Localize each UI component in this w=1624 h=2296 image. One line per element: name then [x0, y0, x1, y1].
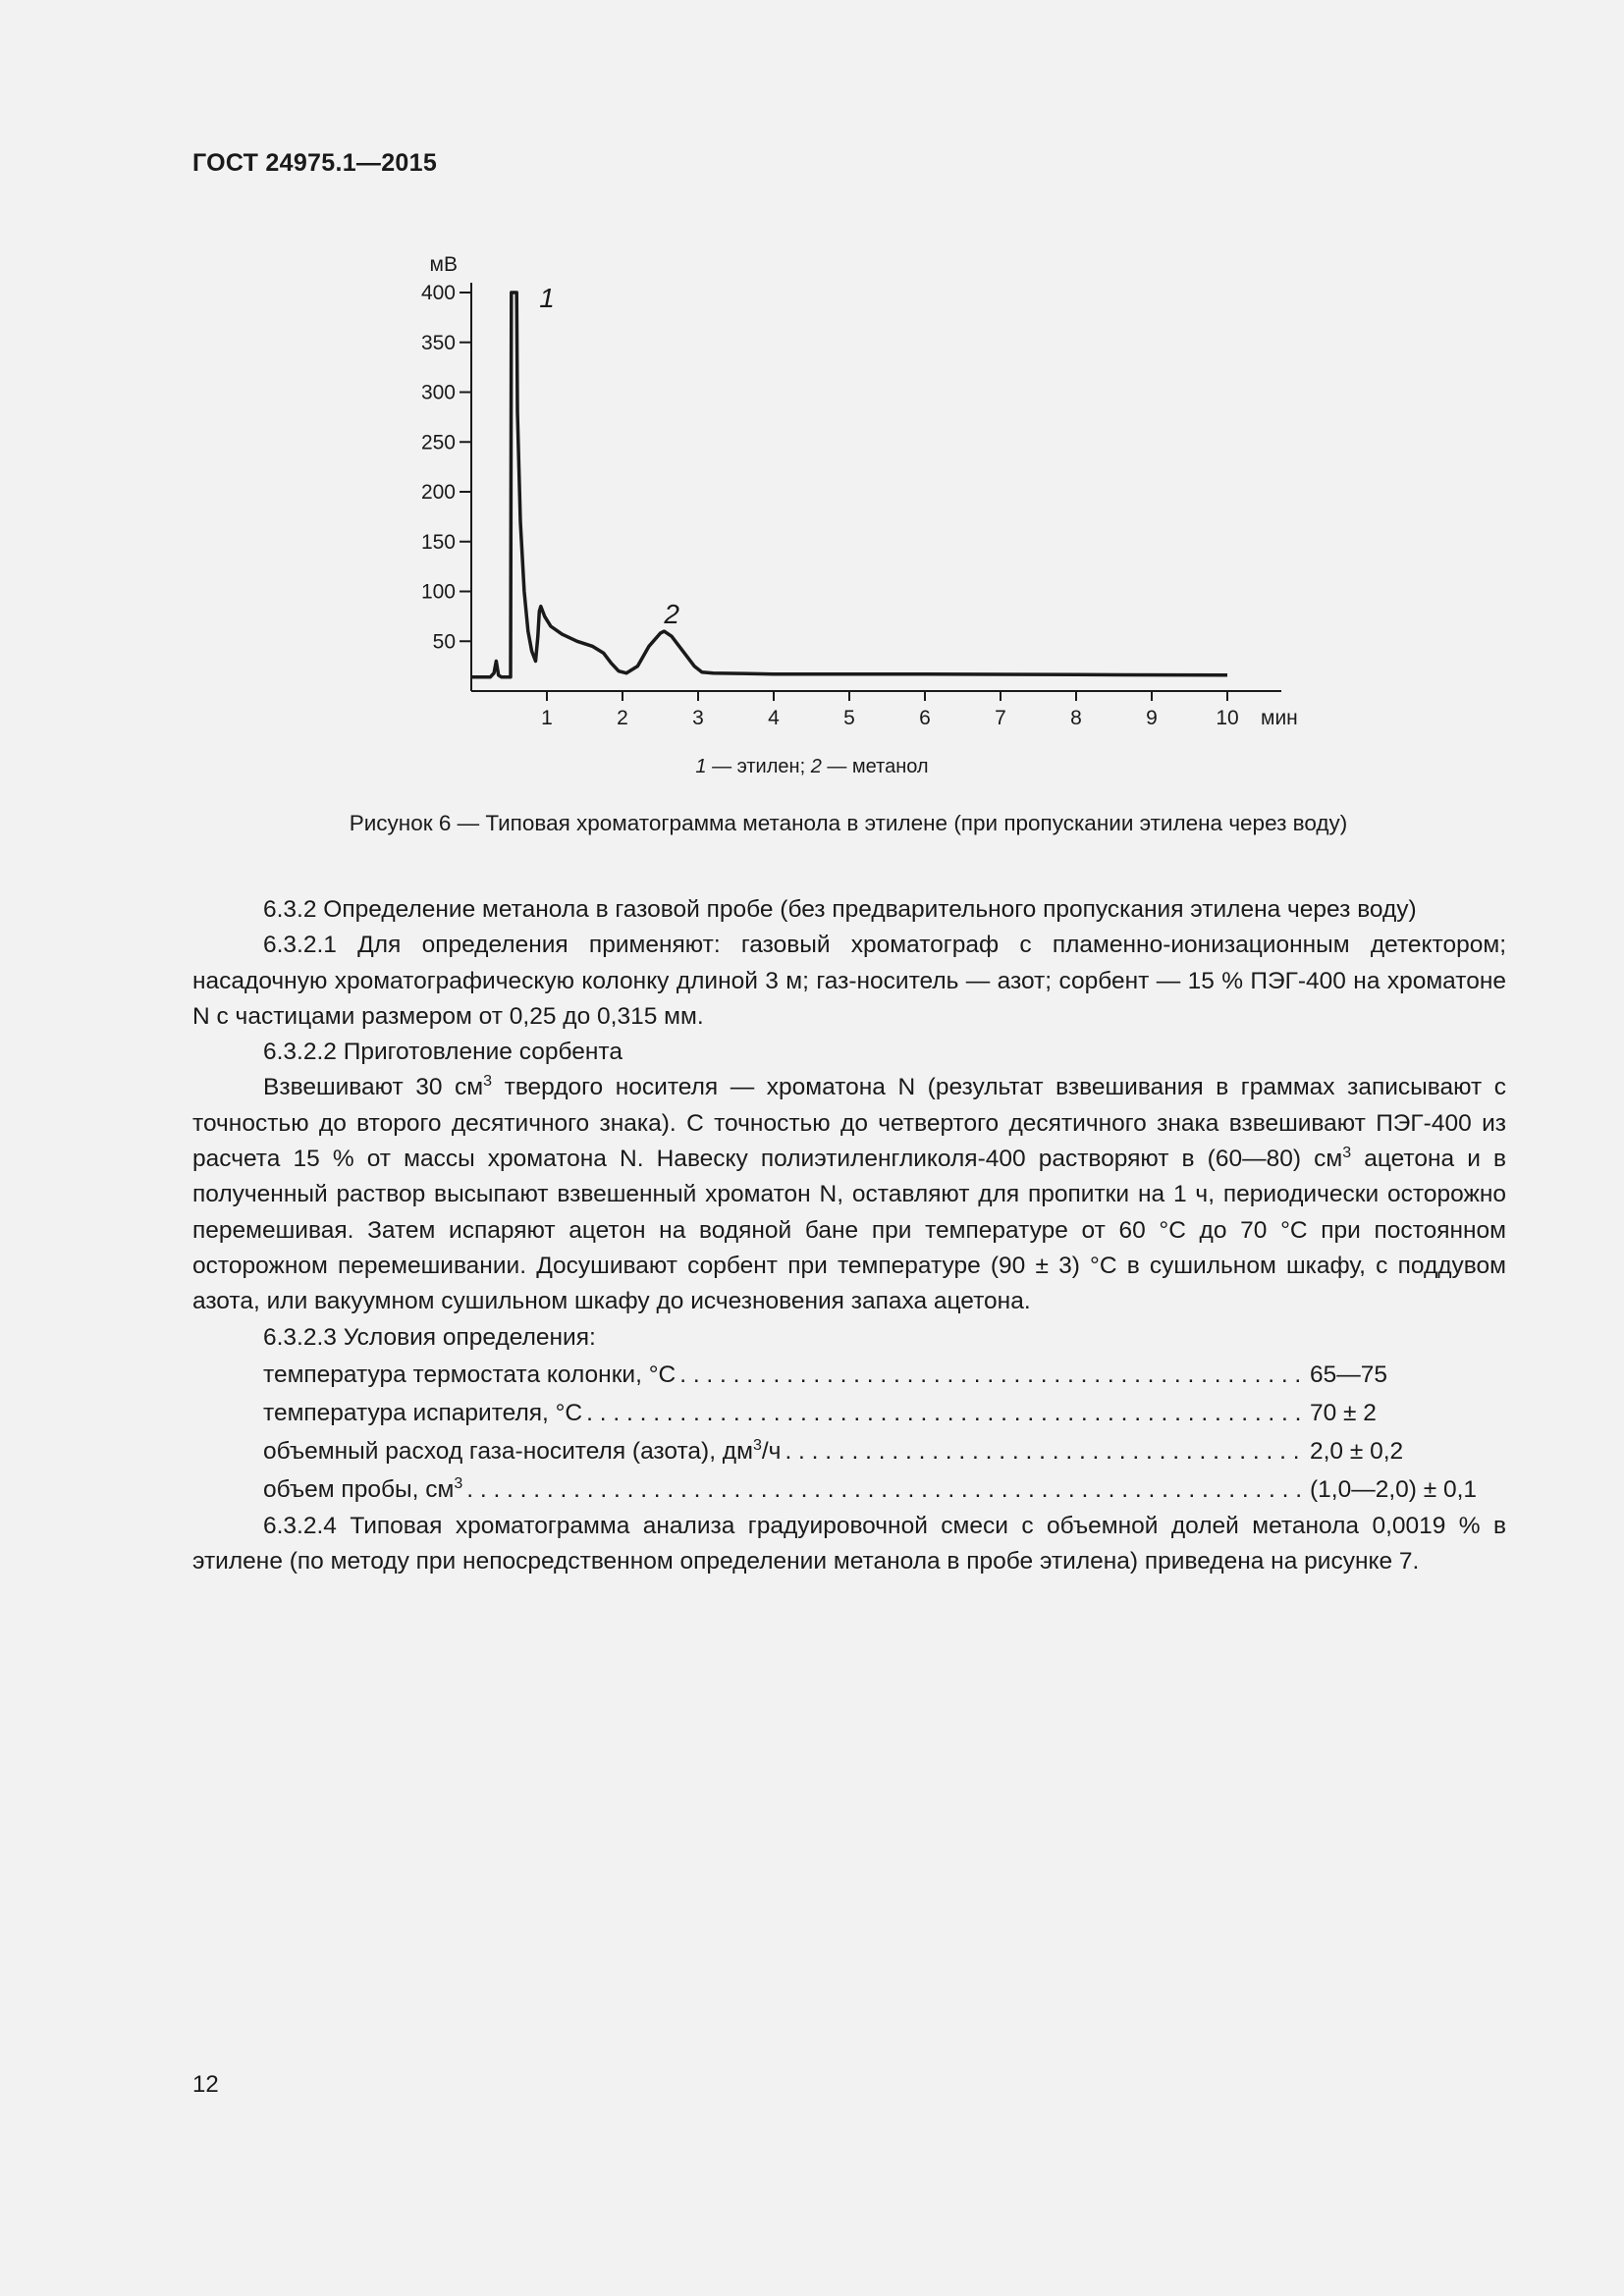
- y-tick-label: 150: [420, 530, 456, 554]
- x-tick-label: 10: [1216, 707, 1239, 729]
- y-tick-label: 400: [420, 282, 456, 304]
- chromatogram-line: [471, 293, 1227, 677]
- dot-leader: [679, 1356, 1306, 1394]
- condition-label: объем пробы, $см^3$: [263, 1474, 463, 1503]
- body-text: [192, 892, 1506, 1579]
- superscript-3: 3: [483, 1073, 493, 1091]
- y-tick-label: 50: [432, 630, 456, 654]
- legend-text-2: — метанол: [821, 756, 929, 777]
- x-tick-label: 9: [1146, 707, 1158, 729]
- legend-number-1: 1: [695, 756, 707, 777]
- x-tick-label: 4: [768, 707, 780, 729]
- paragraph-6-3-2-2: 6.3.2.2 Приготовление сорбента: [263, 1039, 623, 1066]
- figure-caption: Рисунок 6 — Типовая хроматограмма метанола в этилене (при пропускании этилена через воду): [349, 811, 1348, 835]
- condition-row: [263, 1356, 1506, 1394]
- x-tick-label: 5: [843, 707, 855, 729]
- superscript-3: 3: [454, 1474, 463, 1492]
- y-tick-label: 300: [420, 381, 456, 404]
- legend-text-1: — этилен;: [706, 756, 811, 777]
- condition-row: [263, 1432, 1506, 1470]
- dot-leader: [466, 1470, 1306, 1509]
- sorbent-text-b: твердого носителя — хроматона N (результат взвешивания в граммах записывают с точностью до второго десятичного знака). С точностью до четвертого десятичного знака взвешивают ПЭГ-400 из расчета 15 % от массы хроматона N. Навеску полиэтиленгликоля-400 растворяют в (60—80) см: [192, 1074, 1506, 1173]
- x-axis-label: мин: [1261, 707, 1298, 729]
- y-tick-label: 250: [420, 431, 456, 454]
- superscript-3: 3: [1342, 1145, 1352, 1162]
- y-tick-label: 200: [420, 481, 456, 504]
- superscript-3: 3: [752, 1436, 762, 1454]
- x-tick-label: 3: [692, 707, 704, 729]
- page-number: 12: [192, 2071, 219, 2098]
- peak-label: 1: [539, 283, 555, 314]
- paragraph-6-3-2-4: 6.3.2.4 Типовая хроматограмма анализа градуировочной смеси с объемной долей метанола 0,0019 % в этилене (по методу при непосредственном определении метанола в пробе этилена) приведена на рисунке 7.: [192, 1512, 1506, 1575]
- condition-label: температура испарителя, °С: [263, 1399, 583, 1426]
- dot-leader: [586, 1394, 1306, 1432]
- paragraph-sorbent-prep: [192, 1070, 1506, 1319]
- x-tick-label: 7: [995, 707, 1006, 729]
- dot-leader: [785, 1432, 1306, 1470]
- paragraph-6-3-2-3: 6.3.2.3 Условия определения:: [263, 1323, 596, 1351]
- legend-number-2: 2: [810, 756, 822, 777]
- document-header: ГОСТ 24975.1—2015: [192, 149, 438, 177]
- chart-ticks: [421, 282, 1239, 729]
- chromatogram-chart: [0, 0, 1624, 746]
- y-axis-label: мВ: [429, 253, 458, 276]
- y-tick-label: 350: [420, 331, 456, 354]
- condition-row: [263, 1394, 1506, 1432]
- x-tick-label: 6: [919, 707, 931, 729]
- sorbent-text-a: Взвешивают 30 см: [263, 1074, 484, 1101]
- x-tick-label: 1: [541, 707, 553, 729]
- condition-value: (1,0—2,0) ± 0,1: [1310, 1475, 1478, 1503]
- y-tick-label: 100: [420, 580, 456, 604]
- condition-label: объемный расход газа-носителя (азота), $дм^3/ч$: [263, 1436, 782, 1465]
- x-tick-label: 8: [1070, 707, 1082, 729]
- condition-value: 65—75: [1310, 1361, 1388, 1388]
- chart-axes: [471, 283, 1281, 691]
- chart-labels: [430, 253, 1298, 729]
- peak-label: 2: [664, 598, 679, 629]
- x-tick-label: 2: [617, 707, 628, 729]
- sorbent-text-c: ацетона и в полученный раствор высыпают взвешенный хроматон N, оставляют для пропитки на 1 ч, периодически осторожно перемешивая. Затем испаряют ацетон на водяной бане при температуре от 60 °С до 70 °С при постоянном осторожном перемешивании. Досушивают сорбент при температуре (90 ± 3) °С в сушильном шкафу, с поддувом азота, или вакуумном сушильном шкафу до исчезновения запаха ацетона.: [192, 1146, 1507, 1315]
- condition-row: [263, 1470, 1506, 1509]
- condition-value: 70 ± 2: [1310, 1399, 1377, 1426]
- condition-label: температура термостата колонки, °С: [263, 1361, 677, 1388]
- figure-legend: [0, 756, 1624, 778]
- paragraph-6-3-2: 6.3.2 Определение метанола в газовой пробе (без предварительного пропускания этилена через воду): [263, 896, 1417, 923]
- chart-series: [471, 293, 1227, 677]
- condition-value: 2,0 ± 0,2: [1310, 1437, 1404, 1465]
- paragraph-6-3-2-1: 6.3.2.1 Для определения применяют: газовый хроматограф с пламенно-ионизационным детектором; насадочную хроматографическую колонку длиной 3 м; газ-носитель — азот; сорбент — 15 % ПЭГ-400 на хроматоне N с частицами размером от 0,25 до 0,315 мм.: [192, 932, 1506, 1030]
